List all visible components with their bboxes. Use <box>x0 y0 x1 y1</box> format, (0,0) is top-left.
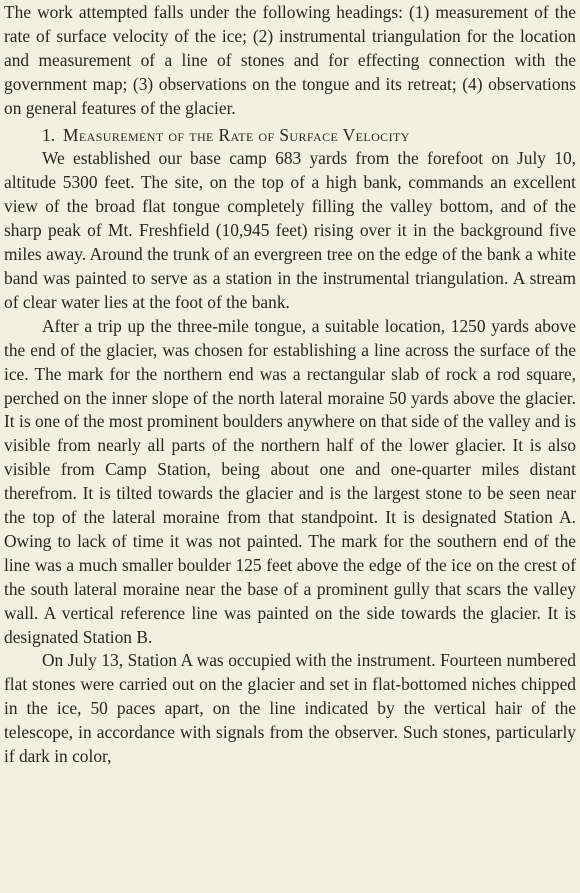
section-title: Measurement of the Rate of Surface Velocity <box>63 124 410 145</box>
station-line-paragraph: After a trip up the three-mile tongue, a suitable location, 1250 yards above the end of the glacier, was chosen for establishing a line across the surface of the ice. The mark for the northern end was a rectangular slab of rock a rod square, perched on the inner slope of the north lateral moraine 50 yards above the glacier. It is one of the most prominent boulders anywhere on that side of the valley and is visible from nearly all parts of the northern half of the lower glacier. It is also visible from Camp Station, being about one and one-quarter miles distant therefrom. It is tilted towards the glacier and is the largest stone to be seen near the top of the lateral moraine from that standpoint. It is designated Station A. Owing to lack of time it was not painted. The mark for the southern end of the line was a much smaller boulder 125 feet above the edge of the ice on the crest of the south lateral moraine near the base of a prominent gully that scars the valley wall. A vertical reference line was painted on the side towards the glacier. It is designated Station B. <box>4 315 576 647</box>
section-number: 1. <box>42 124 56 145</box>
intro-paragraph: The work attempted falls under the following headings: (1) measurement of the rate of surface velocity of the ice; (2) instrumental triangulation for the location and measurement of a line of stones and for effecting connection with the government map; (3) observations on the tongue and its retreat; (4) observations on general features of the glacier. <box>4 2 576 118</box>
base-camp-paragraph: We established our base camp 683 yards from the forefoot on July 10, altitude 5300 feet. The site, on the top of a high bank, commands an excellent view of the broad flat tongue completely filling the valley bottom, and of the sharp peak of Mt. Freshfield (10,945 feet) rising over it in the background five miles away. Around the trunk of an evergreen tree on the edge of the bank a white band was painted to serve as a station in the instrumental triangulation. A stream of clear water lies at the foot of the bank. <box>4 148 576 312</box>
section-heading <box>4 124 576 148</box>
stones-paragraph: On July 13, Station A was occupied with the instrument. Fourteen numbered flat stones were carried out on the glacier and set in flat-bottomed niches chipped in the ice, 50 paces apart, on the line indicated by the vertical hair of the telescope, in accordance with signals from the observer. Such stones, particularly if dark in color, <box>4 650 576 767</box>
